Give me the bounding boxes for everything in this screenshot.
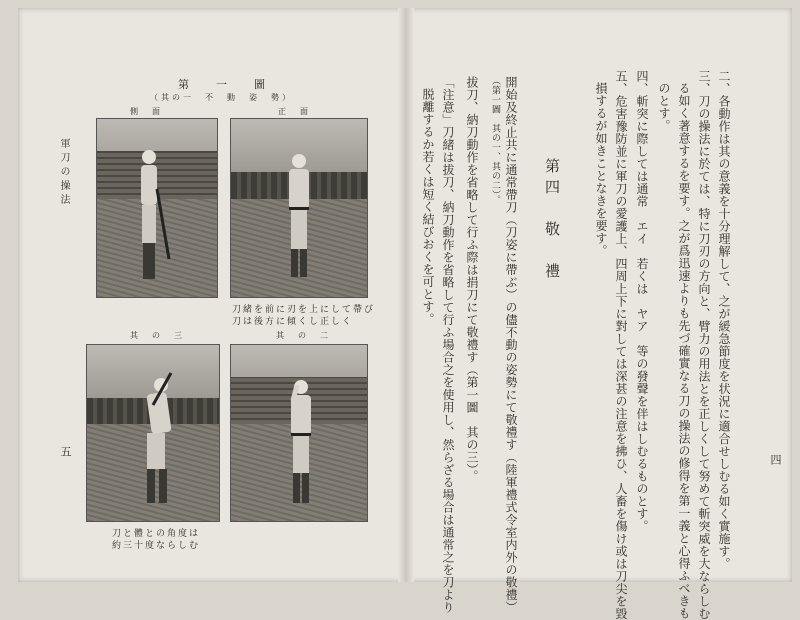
figure-title: 第 一 圖	[178, 78, 273, 91]
photo-front-view	[230, 118, 368, 298]
caption-three-line1: 刀と體との角度は	[112, 529, 201, 539]
section-line: 拔刀、納刀動作を省略して行ふ際は捐刀にて敬禮す（第一圖 其の三）。	[465, 76, 479, 483]
photo-label-two: 其 の 二	[276, 331, 331, 340]
body-line: る如く著意するを要す。之が爲迅速よりも先づ確實なる刀の操法の修得を第一義と心得ふべきも	[677, 82, 691, 620]
section-heading: 第四 敬 禮	[543, 158, 561, 284]
photo-side-view	[96, 118, 218, 298]
photo-two	[230, 344, 368, 522]
body-line: 二、各動作は其の意義を十分理解して、之が緩急節度を状況に適合せしむる如く實施す。	[717, 70, 731, 570]
body-line: 四、斬突に際しては通常 エイ 若くは ヤア 等の發聲を伴はしむるものとす。	[635, 70, 649, 533]
section-line: （第一圖 其の一、其の二）。	[490, 76, 500, 205]
caption-two-line1: 刀緒を前に刃を上にして帶び	[232, 305, 376, 315]
book-spread	[18, 8, 792, 620]
side-title: 軍刀の操法	[58, 138, 69, 208]
body-line: 三、刀の操法に於ては、特に刀刃の方向と、臂力の用法とを正しくして努めて斬突威を大ならしむ	[697, 70, 711, 620]
caption-two-line2: 刀は後方に傾くし正しく	[232, 317, 354, 327]
page-number-left: 五	[59, 446, 72, 457]
body-line: 損するが如きことなきを要す。	[594, 82, 608, 257]
body-line: のとす。	[657, 82, 671, 132]
photo-label-front: 正 面	[278, 107, 311, 116]
book-gutter	[398, 8, 414, 582]
body-line: 五、危害豫防並に軍刀の愛護上、四周上下に對しては深甚の注意を拂ひ、人畜を傷け或は刀尖を毀	[614, 70, 628, 620]
page-number-right: 四	[769, 454, 782, 465]
photo-label-three: 其 の 三	[130, 331, 185, 340]
section-line: 「注意」刀緒は拔刀、納刀動作を省略して行ふ場合之を使用し、然らざる場合は通常之を刀より	[441, 76, 455, 614]
section-line: 開始及終止共に通常帶刀（刀姿に帶ぶ）の儘不動の姿勢にて敬禮す（陸軍禮式令室内外の敬禮）	[504, 76, 518, 614]
photo-three	[86, 344, 220, 522]
caption-three-line2: 約三十度ならしむ	[112, 541, 201, 551]
section-line: 脱離するか若くは短く結びおくを可とす。	[421, 88, 435, 326]
figure-subtitle: （其の一 不 動 姿 勢）	[150, 93, 293, 102]
photo-label-side: 側 面	[130, 107, 163, 116]
